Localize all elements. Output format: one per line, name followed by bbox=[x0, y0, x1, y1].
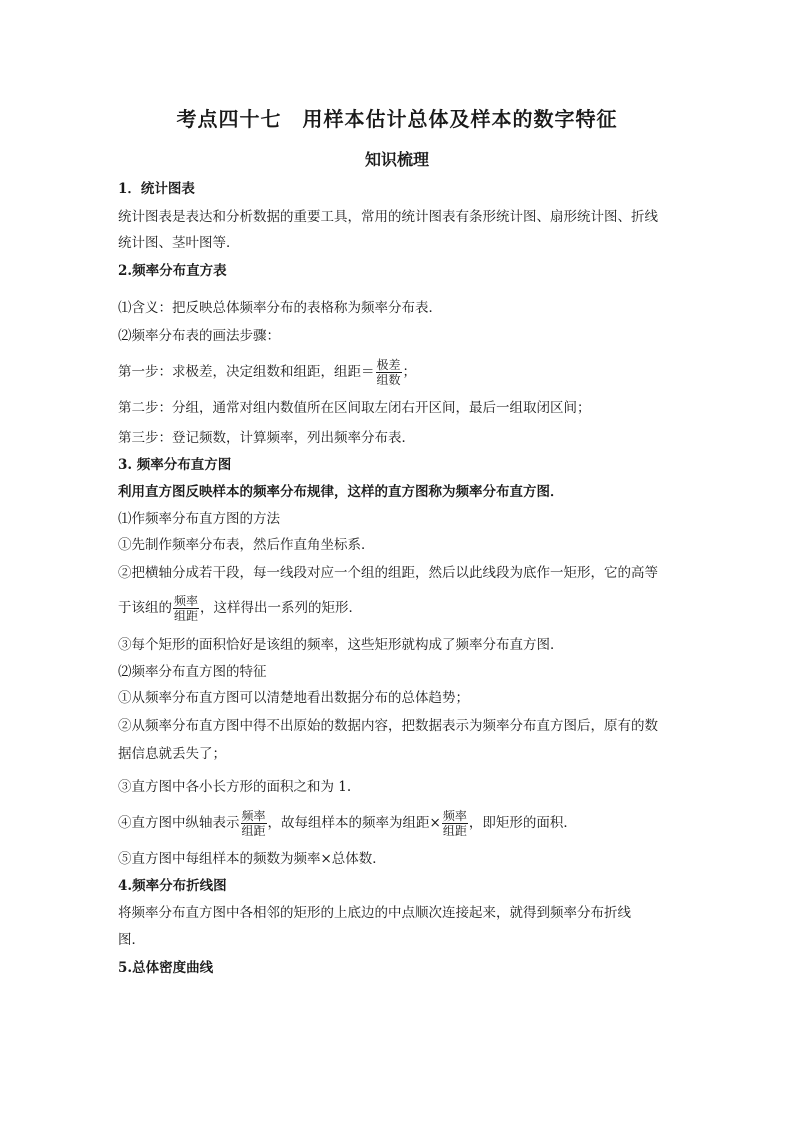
fraction-denominator: 组距 bbox=[174, 609, 199, 623]
paragraph-line: ①先制作频率分布表，然后作直角坐标系． bbox=[118, 537, 375, 553]
paragraph-line: ②把横轴分成若干段，每一线段对应一个组的组距，然后以此线段为底作一矩形，它的高等 bbox=[118, 565, 658, 581]
paragraph-line: 第三步：登记频数，计算频率，列出频率分布表． bbox=[118, 430, 415, 446]
paragraph-line: 将频率分布直方图中各相邻的矩形的上底边的中点顺次连接起来，就得到频率分布折线 bbox=[118, 905, 631, 921]
fraction-numerator: 频率 bbox=[241, 809, 266, 823]
paragraph-line: ③直方图中各小长方形的面积之和为 1. bbox=[118, 779, 352, 795]
page-title: 考点四十七 用样本估计总体及样本的数字特征 bbox=[176, 107, 618, 131]
step1-text: 第一步：求极差，决定组数和组距，组距＝ bbox=[118, 364, 375, 380]
paragraph-line: 图． bbox=[118, 932, 145, 948]
heading-frequency-table: 2.频率分布直方表 bbox=[118, 263, 227, 279]
formula-line-height bbox=[118, 591, 362, 625]
paragraph-line: 据信息就丢失了； bbox=[118, 746, 226, 762]
paragraph-line: ⑴含义：把反映总体频率分布的表格称为频率分布表． bbox=[118, 300, 442, 316]
paragraph-line: ②从频率分布直方图中得不出原始的数据内容，把数据表示为频率分布直方图后，原有的数 bbox=[118, 718, 658, 734]
subheading-method: ⑴作频率分布直方图的方法 bbox=[118, 511, 280, 527]
subheading-features: ⑵频率分布直方图的特征 bbox=[118, 664, 267, 680]
paragraph-line: 第二步：分组，通常对组内数值所在区间取左闭右开区间，最后一组取闭区间； bbox=[118, 400, 591, 416]
paragraph-line: ③每个矩形的面积恰好是该组的频率，这些矩形就构成了频率分布直方图． bbox=[118, 637, 564, 653]
fraction-numerator: 极差 bbox=[376, 358, 401, 372]
heading-density-curve: 5.总体密度曲线 bbox=[118, 960, 214, 976]
section-subtitle: 知识梳理 bbox=[364, 150, 429, 169]
fraction-denominator: 组距 bbox=[442, 824, 467, 838]
fraction-frequency-over-width bbox=[442, 809, 468, 838]
paragraph-line: 利用直方图反映样本的频率分布规律，这样的直方图称为频率分布直方图． bbox=[118, 484, 564, 500]
paragraph-line: 统计图表是表达和分析数据的重要工具，常用的统计图表有条形统计图、扇形统计图、折线 bbox=[118, 209, 658, 225]
heading-frequency-polygon: 4.频率分布折线图 bbox=[118, 878, 227, 894]
formula-line-vertical-axis bbox=[118, 806, 577, 840]
paragraph-line: 统计图、茎叶图等． bbox=[118, 235, 240, 251]
fraction-numerator: 频率 bbox=[174, 594, 199, 608]
fraction-denominator: 组数 bbox=[376, 373, 401, 387]
text-fragment: ，这样得出一系列的矩形． bbox=[200, 600, 363, 616]
step1-end: ； bbox=[402, 364, 417, 380]
fraction-frequency-over-width bbox=[173, 594, 199, 623]
fraction-range-over-groups bbox=[376, 358, 402, 387]
text-fragment: ，即矩形的面积． bbox=[468, 815, 577, 831]
text-fragment: ④直方图中纵轴表示 bbox=[118, 815, 240, 831]
heading-histogram: 3. 频率分布直方图 bbox=[118, 457, 232, 473]
formula-line-step1 bbox=[118, 355, 416, 389]
paragraph-line: ⑤直方图中每组样本的频数为频率×总体数． bbox=[118, 851, 386, 867]
fraction-numerator: 频率 bbox=[442, 809, 467, 823]
paragraph-line: ①从频率分布直方图可以清楚地看出数据分布的总体趋势； bbox=[118, 690, 469, 706]
text-fragment: 于该组的 bbox=[118, 600, 172, 616]
fraction-denominator: 组距 bbox=[241, 824, 266, 838]
text-fragment: ，故每组样本的频率为组距× bbox=[267, 815, 441, 831]
heading-statistical-charts: 1．统计图表 bbox=[118, 181, 195, 197]
paragraph-line: ⑵频率分布表的画法步骤： bbox=[118, 328, 280, 344]
fraction-frequency-over-width bbox=[241, 809, 267, 838]
